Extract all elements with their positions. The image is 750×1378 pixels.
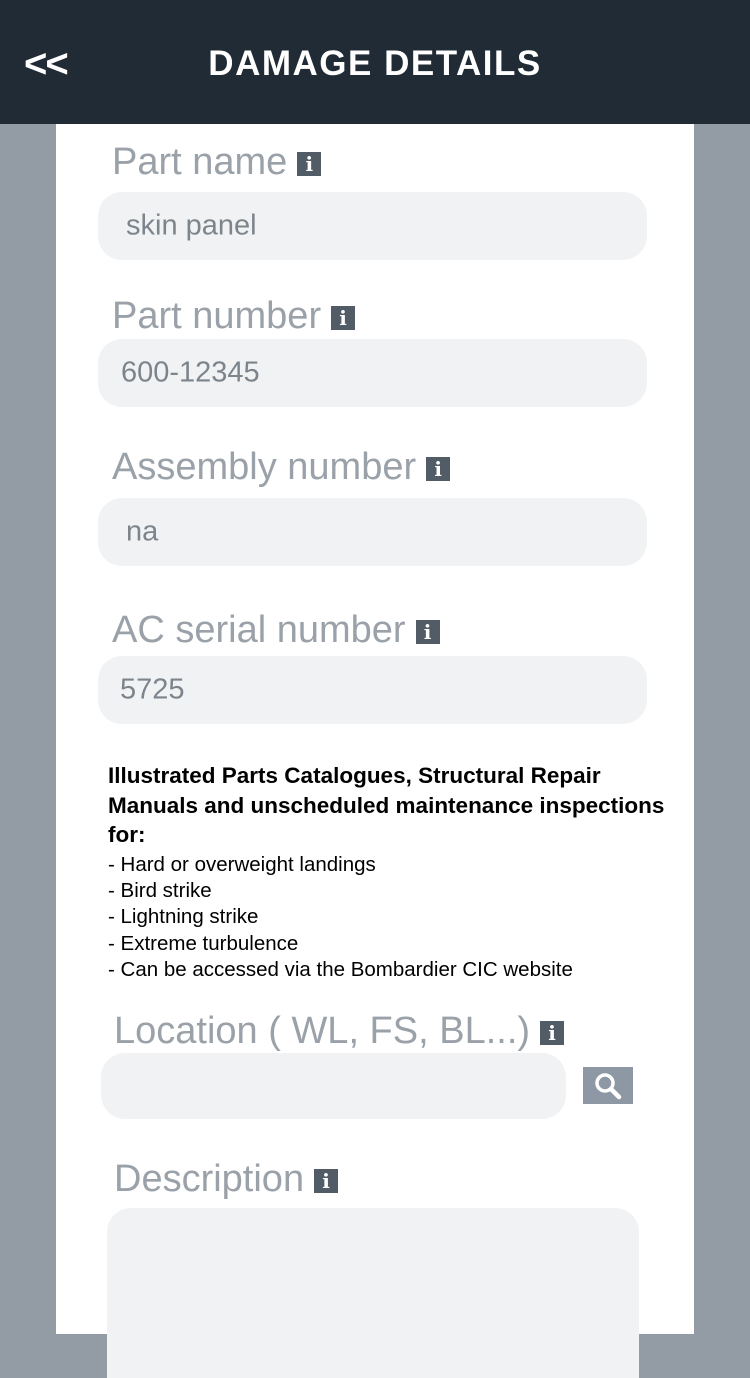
part-name-value: skin panel: [126, 209, 257, 242]
info-icon[interactable]: i: [426, 457, 450, 481]
part-name-label: [112, 140, 321, 184]
page-title: DAMAGE DETAILS: [208, 44, 542, 83]
assembly-number-input[interactable]: [98, 498, 647, 566]
form-panel: [56, 124, 694, 1334]
list-item: - Can be accessed via the Bombardier CIC website: [108, 958, 573, 982]
back-button[interactable]: <<: [24, 42, 67, 86]
list-item: - Bird strike: [108, 878, 212, 902]
part-name-input[interactable]: [98, 192, 647, 260]
ac-serial-number-input[interactable]: [98, 656, 647, 724]
list-item: - Extreme turbulence: [108, 931, 299, 955]
info-icon[interactable]: i: [416, 620, 440, 644]
search-icon: [583, 1067, 633, 1104]
ac-serial-number-label: [112, 608, 440, 652]
catalogue-notes: [108, 761, 688, 984]
list-item: - Hard or overweight landings: [108, 852, 376, 876]
part-number-value: 600-12345: [121, 356, 260, 389]
notes-heading: Illustrated Parts Catalogues, Structural Repair Manuals and unscheduled maintenance inspections for:: [108, 763, 665, 847]
description-label: [114, 1157, 338, 1201]
list-item: - Lightning strike: [108, 905, 259, 929]
location-label-text: Location ( WL, FS, BL...): [114, 1010, 531, 1052]
location-search-button[interactable]: [583, 1067, 633, 1104]
header-bar: [0, 0, 750, 124]
assembly-number-label: [112, 445, 450, 489]
notes-list: [108, 852, 688, 984]
info-icon[interactable]: i: [540, 1021, 564, 1045]
part-name-label-text: Part name: [112, 141, 288, 183]
assembly-number-label-text: Assembly number: [112, 446, 417, 488]
assembly-number-value: na: [126, 515, 159, 548]
part-number-label-text: Part number: [112, 295, 322, 337]
info-icon[interactable]: i: [297, 152, 321, 176]
description-label-text: Description: [114, 1158, 305, 1200]
info-icon[interactable]: i: [331, 306, 355, 330]
part-number-input[interactable]: [98, 339, 647, 407]
part-number-label: [112, 294, 355, 338]
location-label: [114, 1009, 564, 1053]
ac-serial-number-value: 5725: [120, 673, 185, 706]
location-input[interactable]: [101, 1053, 566, 1119]
description-textarea[interactable]: [107, 1208, 639, 1378]
ac-serial-number-label-text: AC serial number: [112, 609, 406, 651]
info-icon[interactable]: i: [314, 1169, 338, 1193]
